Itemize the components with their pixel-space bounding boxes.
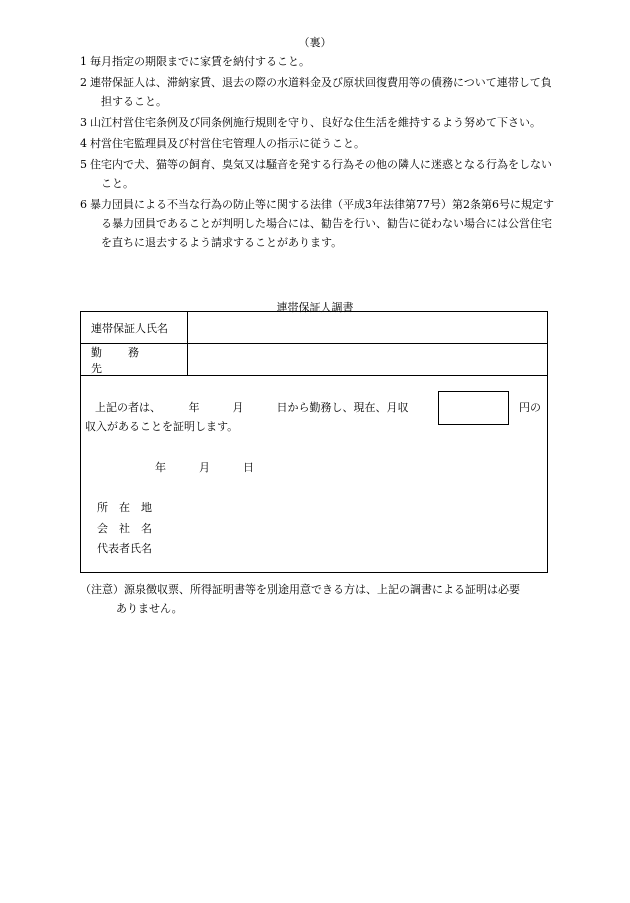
guarantor-name-field[interactable] (188, 312, 547, 343)
note-line: （注意）源泉徴収票、所得証明書等を別途用意できる方は、上記の調書による証明は必要 (80, 583, 520, 596)
rule-item (80, 155, 555, 193)
yen-label: 円の (519, 401, 541, 414)
rule-number: 4 (80, 137, 87, 150)
address-label: 所 在 地 (97, 501, 152, 514)
rule-number: 5 (80, 158, 87, 171)
guarantor-name-row (81, 312, 547, 344)
rule-text: 毎月指定の期限までに家賃を納付すること。 (90, 55, 310, 68)
rule-number: 3 (80, 116, 87, 129)
workplace-field[interactable] (188, 344, 547, 375)
representative-name-label: 代表者氏名 (97, 542, 152, 555)
guarantor-name-label: 連帯保証人氏名 (81, 312, 188, 343)
page-header: （裏） (298, 36, 332, 49)
note (80, 580, 555, 618)
certification-text-continued: 収入があることを証明します。 (85, 420, 239, 433)
workplace-row (81, 344, 547, 376)
rule-number: 2 (80, 76, 87, 89)
certification-text: 上記の者は、 年 月 日から勤務し、現在、月収 (95, 401, 409, 414)
rule-text: 連帯保証人は、滞納家賃、退去の際の水道料金及び原状回復費用等の債務について連帯して負担すること。 (90, 76, 552, 108)
form-title: 連帯保証人調書 (276, 301, 354, 314)
rule-text: 村営住宅監理員及び村営住宅管理人の指示に従うこと。 (90, 137, 365, 150)
rule-item (80, 195, 555, 252)
certification-date: 年 月 日 (155, 461, 254, 474)
rule-text: 住宅内で犬、猫等の飼育、臭気又は騒音を発する行為その他の隣人に迷惑となる行為をしないこと。 (90, 158, 552, 190)
company-name-label: 会 社 名 (97, 522, 152, 535)
rule-item (80, 113, 555, 132)
rule-item (80, 73, 555, 111)
workplace-label: 勤務先 (81, 344, 188, 375)
rule-number: 6 (80, 198, 87, 211)
rule-item (80, 52, 555, 71)
rule-text: 山江村営住宅条例及び同条例施行規則を守り、良好な住生活を維持するよう努めて下さい。 (90, 116, 541, 129)
rule-text: 暴力団員による不当な行為の防止等に関する法律（平成3年法律第77号）第2条第6号に規定する暴力団員であることが判明した場合には、勧告を行い、勧告に従わない場合には公営住宅を直ちに退去するよう請求することがあります。 (90, 198, 554, 249)
rule-number: 1 (80, 55, 87, 68)
note-line: ありません。 (116, 602, 183, 615)
rules-list (80, 52, 555, 254)
rule-item (80, 134, 555, 153)
monthly-income-field[interactable] (438, 391, 509, 425)
guarantor-form (80, 311, 548, 573)
